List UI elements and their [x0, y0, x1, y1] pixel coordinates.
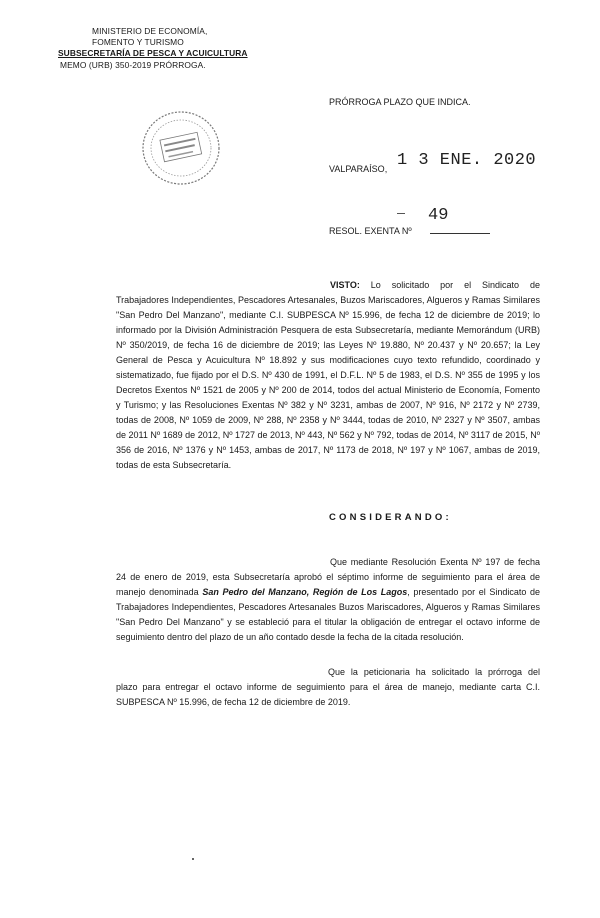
considerando-paragraph-1 — [116, 555, 540, 645]
considerando-1-post: , presentado por el Sindicato de Trabajadores Independientes, Pescadores Artesanales Buzos Mariscadores, Algueros y Ramas Similares "San Pedro Del Manzano" y se estableció para el titular la obligación de entregar el octavo informe de seguimiento dentro del plazo de un año contado desde la fecha de la citada resolución. — [116, 587, 540, 642]
visto-label: VISTO: — [330, 280, 360, 290]
subsecretaria-name: SUBSECRETARÍA DE PESCA Y ACUICULTURA — [58, 48, 248, 59]
resolution-number-line — [430, 233, 490, 234]
place-label: VALPARAÍSO, — [329, 164, 388, 174]
memo-reference: MEMO (URB) 350-2019 PRÓRROGA. — [60, 59, 206, 70]
resolution-number: 49 — [428, 206, 449, 225]
considerando-paragraph-2 — [116, 665, 540, 710]
resolution-label: RESOL. EXENTA Nº — [329, 226, 412, 236]
ministry-name: MINISTERIO DE ECONOMÍA, — [92, 26, 208, 36]
visto-paragraph — [116, 278, 540, 473]
considerando-1-pre: Que mediante Resolución Exenta Nº 197 de fecha 24 de enero de 2019, esta Subsecretaría aprobó el séptimo informe de seguimiento para el área de manejo denominada — [116, 557, 540, 597]
page-mark — [192, 858, 194, 860]
resolution-mark — [397, 213, 405, 214]
considerando-heading: CONSIDERANDO: — [329, 512, 452, 523]
letterhead — [58, 26, 258, 71]
document-subject: PRÓRROGA PLAZO QUE INDICA. — [329, 97, 471, 107]
handwritten-date: 1 3 ENE. 2020 — [397, 151, 537, 170]
ministry-subtitle: FOMENTO Y TURISMO — [92, 37, 184, 48]
official-seal-icon — [140, 108, 222, 188]
considerando-2-text: Que la peticionaria ha solicitado la prórroga del plazo para entregar el octavo informe de seguimiento para el área de manejo, mediante carta C.I. SUBPESCA Nº 15.996, de fecha 12 de diciembre de 2019. — [116, 667, 540, 707]
visto-text: Lo solicitado por el Sindicato de Trabajadores Independientes, Pescadores Artesanales, Buzos Mariscadores, Algueros y Ramas Similares "San Pedro Del Manzano", mediante C.I. SUBPESCA Nº 15.996, de fecha 12 de diciembre de 2019; lo informado por la División Administración Pesquera de esta Subsecretaría, mediante Memorándum (URB) Nº 350/2019, de fecha 16 de diciembre de 2019; las Leyes Nº 19.880, Nº 20.437 y Nº 20.657; la Ley General de Pesca y Acuicultura Nº 18.892 y sus modificaciones cuyo texto refundido, coordinado y sistematizado, fue fijado por el D.S. Nº 430 de 1991, el D.F.L. Nº 5 de 1983, el D.S. Nº 355 de 1995 y los Decretos Exentos Nº 1521 de 2005 y Nº 200 de 2014, todos del actual Ministerio de Economía, Fomento y Turismo; y las Resoluciones Exentas Nº 382 y Nº 3231, ambas de 2007, Nº 916, Nº 2172 y Nº 2739, todas de 2008, Nº 1059 de 2009, Nº 288, Nº 2358 y Nº 3444, todas de 2010, Nº 2327 y Nº 3507, ambas de 2011 Nº 1689 de 2012, Nº 1727 de 2013, Nº 443, Nº 562 y Nº 792, todas de 2014, Nº 3117 de 2015, Nº 356 de 2016, Nº 1376 y Nº 1453, ambas de 2017, Nº 1173 de 2018, Nº 197 y Nº 1067, ambas de 2019, todas de esta Subsecretaría. — [116, 280, 540, 470]
area-name: San Pedro del Manzano, Región de Los Lagos — [202, 587, 408, 597]
